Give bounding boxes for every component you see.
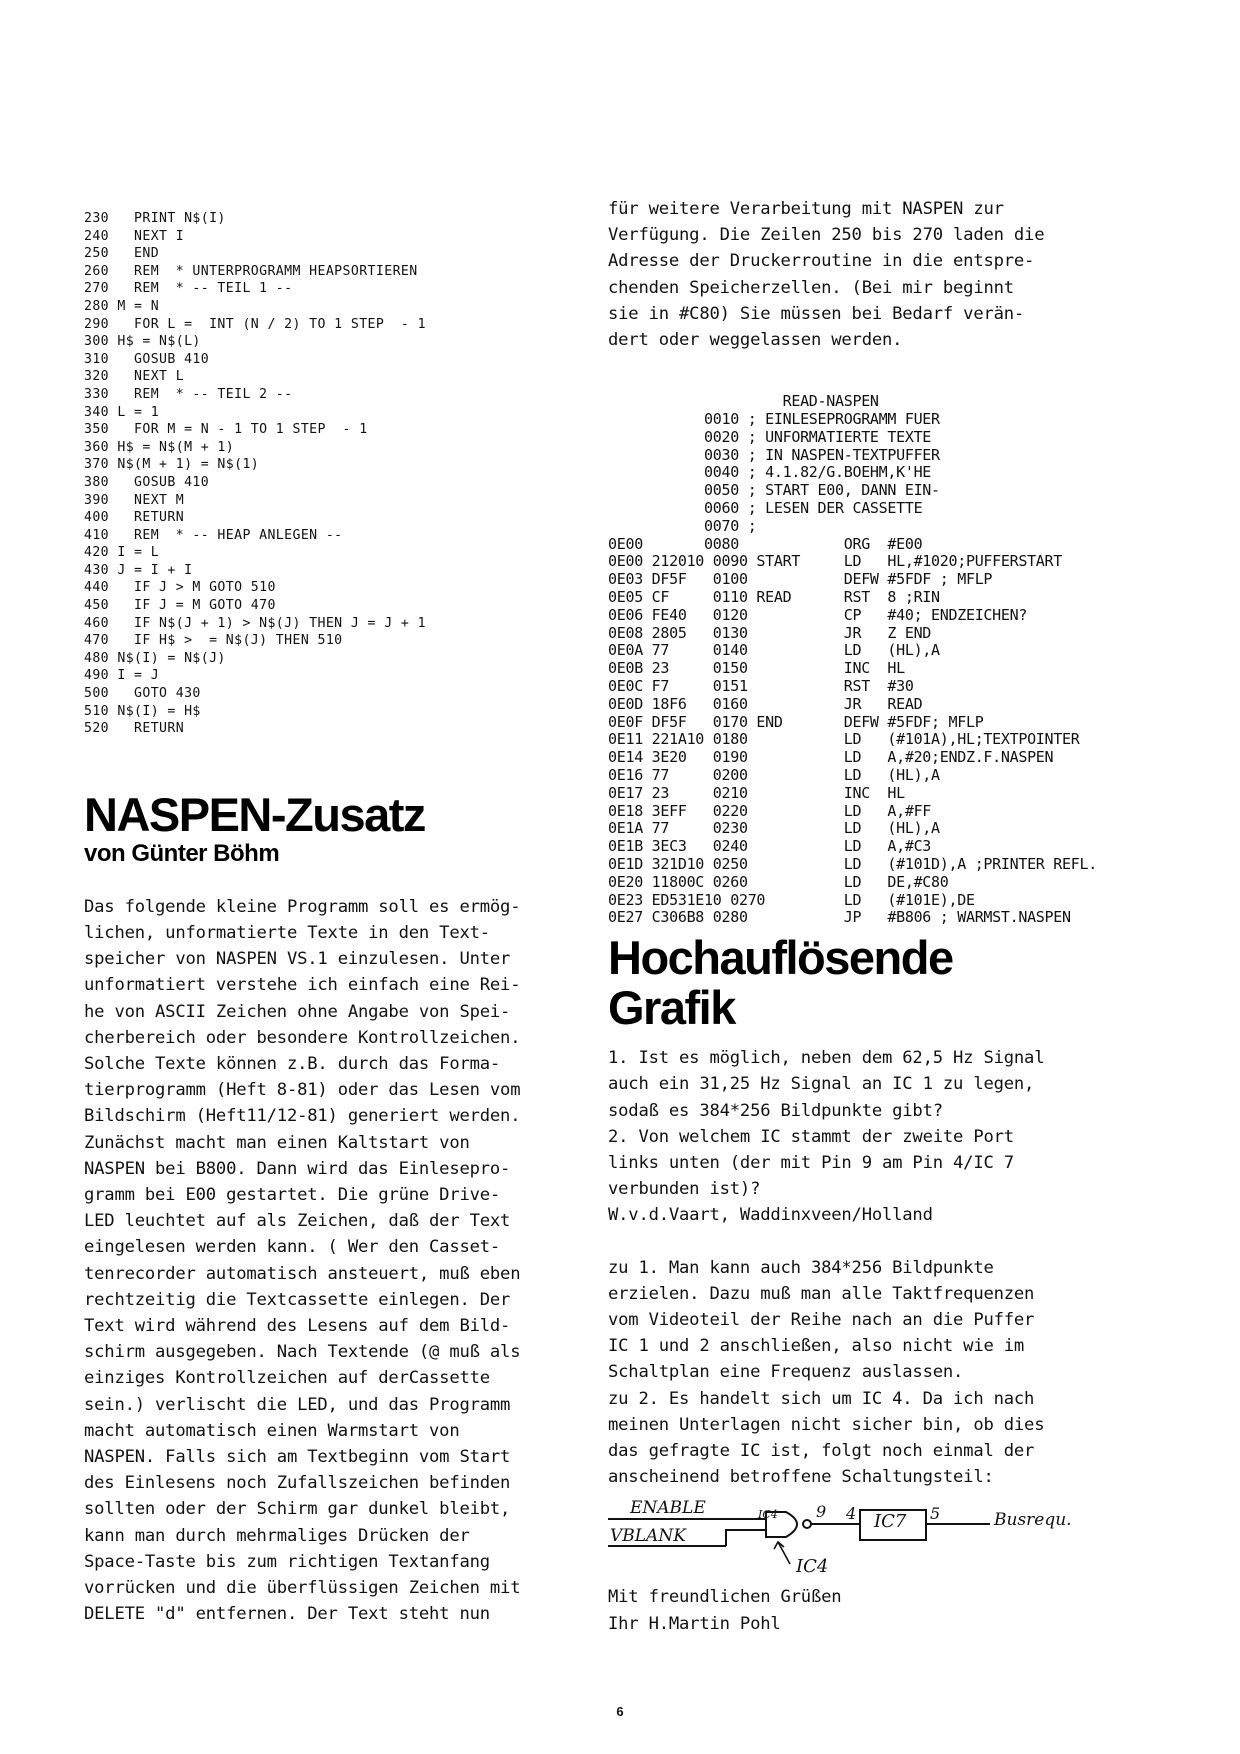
body-line: Ihr H.Martin Pohl bbox=[608, 1613, 781, 1634]
basic-code-line: 290 FOR L = INT (N / 2) TO 1 STEP - 1 bbox=[84, 316, 426, 332]
article-title-grafik-line2: Grafik bbox=[608, 981, 735, 1035]
asm-code-line: 0E1D 321D10 0250 LD (#101D),A ;PRINTER REFL. bbox=[608, 854, 1097, 873]
asm-code-line: 0E0D 18F6 0160 JR READ bbox=[608, 694, 923, 713]
body-line: IC 1 und 2 anschließen, also nicht wie im bbox=[608, 1336, 1025, 1357]
asm-code-line: 0E0F DF5F 0170 END DEFW #5FDF; MFLP bbox=[608, 712, 984, 731]
body-line: kann man durch mehrmaliges Drücken der bbox=[84, 1525, 470, 1546]
asm-code-line: 0E06 FE40 0120 CP #40; ENDZEICHEN? bbox=[608, 605, 1028, 624]
asm-code-line: 0E23 ED531E10 0270 LD (#101E),DE bbox=[608, 890, 975, 909]
body-line: des Einlesens noch Zufallszeichen befinden bbox=[84, 1473, 511, 1494]
asm-code-line: 0020 ; UNFORMATIERTE TEXTE bbox=[608, 427, 932, 446]
body-line: links unten (der mit Pin 9 am Pin 4/IC 7 bbox=[608, 1152, 1014, 1173]
asm-code-line: 0E20 11800C 0260 LD DE,#C80 bbox=[608, 872, 949, 891]
basic-code-line: 390 NEXT M bbox=[84, 492, 185, 508]
pin4-label: 4 bbox=[846, 1504, 857, 1524]
basic-code-line: 260 REM * UNTERPROGRAMM HEAPSORTIEREN bbox=[84, 263, 418, 279]
body-line: W.v.d.Vaart, Waddinxveen/Holland bbox=[608, 1205, 933, 1226]
body-line: auch ein 31,25 Hz Signal an IC 1 zu legen, bbox=[608, 1074, 1035, 1095]
asm-code-line: 0E16 77 0200 LD (HL),A bbox=[608, 765, 940, 784]
article-byline: von Günter Böhm bbox=[84, 839, 280, 867]
body-line: Space-Taste bis zum richtigen Textanfang bbox=[84, 1551, 490, 1572]
body-line: DELETE "d" entfernen. Der Text steht nun bbox=[84, 1604, 490, 1625]
asm-code-line: 0030 ; IN NASPEN-TEXTPUFFER bbox=[608, 445, 940, 464]
body-line: anscheinend betroffene Schaltungsteil: bbox=[608, 1467, 994, 1488]
body-line: 1. Ist es möglich, neben dem 62,5 Hz Signal bbox=[608, 1048, 1045, 1069]
body-line: zu 1. Man kann auch 384*256 Bildpunkte bbox=[608, 1257, 994, 1278]
asm-code-line: 0E27 C306B8 0280 JP #B806 ; WARMST.NASPEN bbox=[608, 908, 1071, 927]
body-line: sie in #C80) Sie müssen bei Bedarf verän- bbox=[608, 303, 1025, 324]
asm-code-line: 0E08 2805 0130 JR Z END bbox=[608, 623, 932, 642]
body-line: tenrecorder automatisch ansteuert, muß eben bbox=[84, 1263, 521, 1284]
basic-code-line: 400 RETURN bbox=[84, 510, 185, 526]
basic-code-line: 230 PRINT N$(I) bbox=[84, 211, 226, 226]
body-line: Bildschirm (Heft11/12-81) generiert werden. bbox=[84, 1106, 521, 1127]
body-line: cherbereich oder besondere Kontrollzeichen. bbox=[84, 1027, 521, 1048]
body-line: 2. Von welchem IC stammt der zweite Port bbox=[608, 1126, 1014, 1147]
basic-code-line: 440 IF J > M GOTO 510 bbox=[84, 580, 276, 596]
body-line: unformatiert verstehe ich einfach eine Rei- bbox=[84, 975, 521, 996]
asm-code-line: 0E0B 23 0150 INC HL bbox=[608, 659, 905, 678]
body-line: gramm bei E00 gestartet. Die grüne Drive- bbox=[84, 1185, 501, 1206]
body-line: Verfügung. Die Zeilen 250 bis 270 laden die bbox=[608, 225, 1045, 246]
body-line: Text wird während des Lesens auf dem Bild- bbox=[84, 1316, 511, 1337]
body-line: sodaß es 384*256 Bildpunkte gibt? bbox=[608, 1100, 943, 1121]
asm-code-line: 0050 ; START E00, DANN EIN- bbox=[608, 481, 940, 500]
asm-code-line: 0E03 DF5F 0100 DEFW #5FDF ; MFLP bbox=[608, 570, 993, 589]
body-line: eingelesen werden kann. ( Wer den Casset- bbox=[84, 1237, 501, 1258]
basic-code-line: 360 H$ = N$(M + 1) bbox=[84, 439, 235, 455]
body-line: sein.) verlischt die LED, und das Programm bbox=[84, 1394, 511, 1415]
basic-code-line: 270 REM * -- TEIL 1 -- bbox=[84, 281, 293, 297]
asm-code-line: 0060 ; LESEN DER CASSETTE bbox=[608, 499, 923, 517]
basic-code-line: 510 N$(I) = H$ bbox=[84, 703, 201, 719]
basic-code-line: 460 IF N$(J + 1) > N$(J) THEN J = J + 1 bbox=[84, 615, 426, 631]
asm-code-line: 0040 ; 4.1.82/G.BOEHM,K'HE bbox=[608, 463, 932, 482]
body-line: meinen Unterlagen nicht sicher bin, ob dies bbox=[608, 1414, 1045, 1435]
basic-listing bbox=[84, 210, 554, 738]
basic-code-line: 310 GOSUB 410 bbox=[84, 351, 210, 367]
asm-code-line: 0E18 3EFF 0220 LD A,#FF bbox=[608, 801, 932, 820]
asm-code-line: 0E0A 77 0140 LD (HL),A bbox=[608, 641, 940, 660]
basic-code-line: 300 H$ = N$(L) bbox=[84, 334, 201, 350]
basic-code-line: 280 M = N bbox=[84, 298, 160, 314]
basic-code-line: 410 REM * -- HEAP ANLEGEN -- bbox=[84, 527, 343, 543]
basic-code-line: 340 L = 1 bbox=[84, 404, 160, 420]
body-line: erzielen. Dazu muß man alle Taktfrequenzen bbox=[608, 1283, 1035, 1304]
body-line: chenden Speicherzellen. (Bei mir beginnt bbox=[608, 277, 1014, 298]
asm-code-line: 0E0C F7 0151 RST #30 bbox=[608, 676, 914, 695]
basic-code-line: 240 NEXT I bbox=[84, 228, 185, 244]
body-line: vorrücken und die überflüssigen Zeichen mit bbox=[84, 1578, 521, 1599]
basic-code-line: 370 N$(M + 1) = N$(1) bbox=[84, 457, 260, 473]
body-line: LED leuchtet auf als Zeichen, daß der Text bbox=[84, 1211, 511, 1232]
basic-code-line: 330 REM * -- TEIL 2 -- bbox=[84, 386, 293, 402]
asm-code-line: 0E17 23 0210 INC HL bbox=[608, 783, 905, 802]
vblank-label: VBLANK bbox=[610, 1526, 686, 1547]
body-line: das gefragte IC ist, folgt noch einmal der bbox=[608, 1440, 1035, 1461]
ic4-gate-label: IC4 bbox=[758, 1508, 778, 1522]
pin5-label: 5 bbox=[930, 1504, 941, 1524]
body-line: Solche Texte können z.B. durch das Forma- bbox=[84, 1054, 501, 1075]
article-body-continuation bbox=[608, 196, 1178, 353]
right-column bbox=[608, 196, 1178, 1637]
reader-question bbox=[608, 1045, 1178, 1228]
article-title-naspen: NASPEN-Zusatz bbox=[84, 787, 425, 841]
basic-code-line: 450 IF J = M GOTO 470 bbox=[84, 598, 276, 614]
body-line: zu 2. Es handelt sich um IC 4. Da ich nach bbox=[608, 1388, 1035, 1409]
basic-code-line: 470 IF H$ > = N$(J) THEN 510 bbox=[84, 633, 343, 649]
asm-code-line: 0E14 3E20 0190 LD A,#20;ENDZ.F.NASPEN bbox=[608, 748, 1054, 767]
page-number: 6 bbox=[616, 1704, 624, 1719]
basic-code-line: 500 GOTO 430 bbox=[84, 686, 201, 702]
basic-code-line: 520 RETURN bbox=[84, 721, 185, 737]
body-line: rechtzeitig die Textcassette einlegen. Der bbox=[84, 1289, 511, 1310]
basic-code-line: 350 FOR M = N - 1 TO 1 STEP - 1 bbox=[84, 422, 368, 438]
basic-code-line: 490 I = J bbox=[84, 668, 160, 684]
asm-code-line: 0E11 221A10 0180 LD (#101A),HL;TEXTPOINTER bbox=[608, 730, 1080, 749]
asm-code-line: READ-NASPEN bbox=[608, 392, 879, 411]
assembler-listing bbox=[608, 393, 1178, 927]
body-line: tierprogramm (Heft 8-81) oder das Lesen vom bbox=[84, 1080, 521, 1101]
article-body-naspen bbox=[84, 894, 554, 1628]
body-line: speicher von NASPEN VS.1 einzulesen. Unter bbox=[84, 949, 511, 970]
article-title-grafik-line1: Hochauflösende bbox=[608, 931, 953, 985]
body-line: Zunächst macht man einen Kaltstart von bbox=[84, 1132, 470, 1153]
body-line: vom Videoteil der Reihe nach an die Puffer bbox=[608, 1309, 1035, 1330]
letter-closing bbox=[608, 1584, 1178, 1636]
asm-code-line: 0010 ; EINLESEPROGRAMM FUER bbox=[608, 410, 940, 429]
busrequ-label: Busrequ. bbox=[994, 1510, 1072, 1531]
asm-code-line: 0070 ; bbox=[608, 516, 757, 535]
ic7-label: IC7 bbox=[874, 1511, 907, 1533]
body-line: dert oder weggelassen werden. bbox=[608, 330, 903, 351]
basic-code-line: 380 GOSUB 410 bbox=[84, 474, 210, 490]
basic-code-line: 430 J = I + I bbox=[84, 562, 193, 578]
asm-code-line: 0E1B 3EC3 0240 LD A,#C3 bbox=[608, 837, 932, 856]
body-line: NASPEN. Falls sich am Textbeginn vom Start bbox=[84, 1447, 511, 1468]
body-line: he von ASCII Zeichen ohne Angabe von Spei- bbox=[84, 1001, 511, 1022]
body-line: verbunden ist)? bbox=[608, 1179, 761, 1200]
editor-answer bbox=[608, 1255, 1178, 1491]
asm-code-line: 0E1A 77 0230 LD (HL),A bbox=[608, 819, 940, 838]
asm-code-line: 0E00 0080 ORG #E00 bbox=[608, 534, 923, 553]
body-line: Mit freundlichen Grüßen bbox=[608, 1587, 842, 1608]
body-line: Das folgende kleine Programm soll es ermög- bbox=[84, 896, 521, 917]
asm-code-line: 0E05 CF 0110 READ RST 8 ;RIN bbox=[608, 587, 940, 606]
left-column bbox=[84, 210, 554, 1628]
body-line: macht automatisch einen Warmstart von bbox=[84, 1420, 460, 1441]
enable-label: ENABLE bbox=[630, 1498, 706, 1519]
body-line: Schaltplan eine Frequenz auslassen. bbox=[608, 1362, 964, 1383]
body-line: einziges Kontrollzeichen auf derCassette bbox=[84, 1368, 490, 1389]
body-line: schirm ausgegeben. Nach Textende (@ muß als bbox=[84, 1342, 521, 1363]
circuit-schematic bbox=[608, 1500, 1108, 1584]
pin9-label: 9 bbox=[816, 1502, 827, 1522]
basic-code-line: 480 N$(I) = N$(J) bbox=[84, 650, 226, 666]
body-line: für weitere Verarbeitung mit NASPEN zur bbox=[608, 199, 1004, 219]
asm-code-line: 0E00 212010 0090 START LD HL,#1020;PUFFERSTART bbox=[608, 552, 1063, 571]
ic4-label: IC4 bbox=[796, 1556, 829, 1578]
body-line: Adresse der Druckerroutine in die entspre- bbox=[608, 251, 1035, 272]
body-line: lichen, unformatierte Texte in den Text- bbox=[84, 923, 490, 944]
basic-code-line: 320 NEXT L bbox=[84, 369, 185, 385]
body-line: sollten oder der Schirm gar dunkel bleibt, bbox=[84, 1499, 511, 1520]
body-line: NASPEN bei B800. Dann wird das Einlesepro- bbox=[84, 1158, 511, 1179]
basic-code-line: 250 END bbox=[84, 246, 160, 262]
basic-code-line: 420 I = L bbox=[84, 545, 160, 561]
